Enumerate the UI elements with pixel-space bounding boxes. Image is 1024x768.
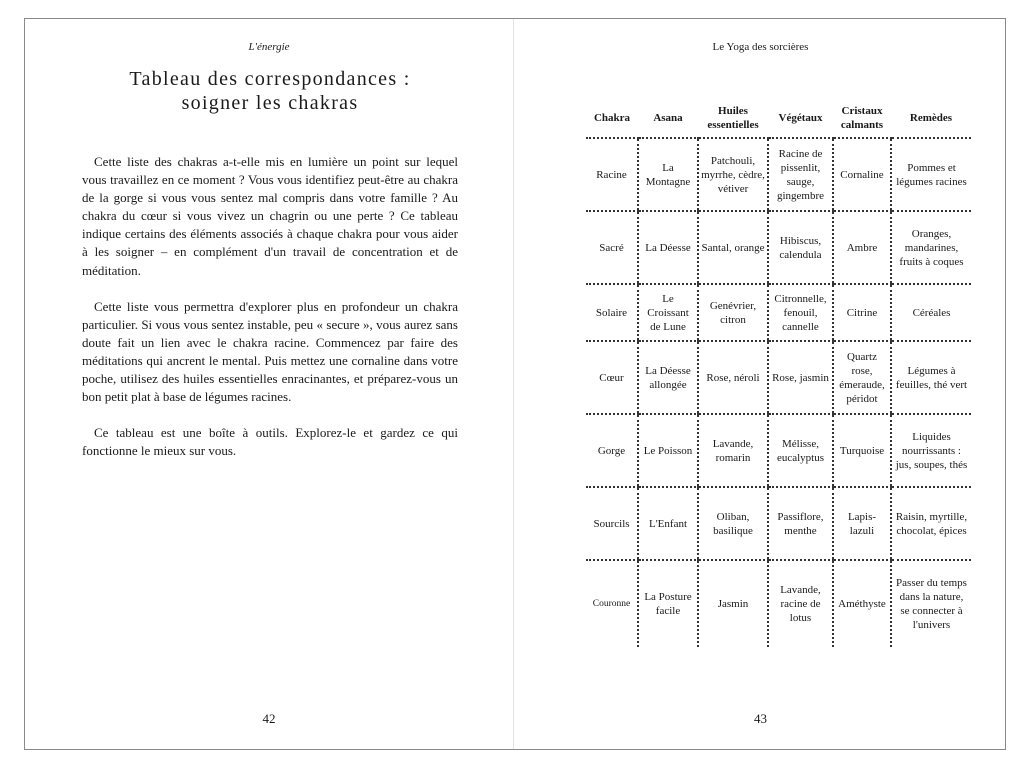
- table-cell: Oliban, basilique: [698, 487, 768, 560]
- table-cell: Céréales: [891, 284, 971, 341]
- table-cell: Mélisse, eucalyptus: [768, 414, 833, 487]
- running-head-right: Le Yoga des sorcières: [712, 41, 809, 53]
- header-remedes: Remèdes: [891, 99, 971, 138]
- table-cell: Raisin, myrtille, chocolat, épices: [891, 487, 971, 560]
- table-cell: Rose, jasmin: [768, 341, 833, 414]
- page-title-line-1: Tableau des correspondances :: [129, 68, 411, 90]
- table-cell: Racine de pissenlit, sauge, gingembre: [768, 138, 833, 211]
- table-cell: Le Poisson: [638, 414, 698, 487]
- header-huiles: Huiles essentielles: [698, 99, 768, 138]
- right-page: [514, 19, 1007, 749]
- table-row: [586, 284, 971, 341]
- running-head-left: L'énergie: [248, 41, 290, 53]
- table-cell: Améthyste: [833, 560, 891, 647]
- table-cell: Quartz rose, émeraude, péridot: [833, 341, 891, 414]
- table-cell: Sacré: [586, 211, 638, 284]
- table-cell: Le Croissant de Lune: [638, 284, 698, 341]
- header-chakra: Chakra: [586, 99, 638, 138]
- paragraph-2: Cette liste vous permettra d'explorer plus en profondeur un chakra particulier. Si vous vous sentez instable, peu « secure », vous aurez sans doute fait un lien avec le chakra racine. Commencez par faire des méditations qui ancrent le mental. Puis mettez une cornaline dans votre poche, utilisez des huiles essentielles enracinantes, et préparez-vous un bon petit plat à base de légumes racines.: [82, 298, 458, 405]
- header-asana: Asana: [638, 99, 698, 138]
- body-text: [82, 153, 458, 478]
- table-row: [586, 138, 971, 211]
- table-header-row: [586, 99, 971, 138]
- table-cell: Passer du temps dans la nature, se connecter à l'univers: [891, 560, 971, 647]
- table-cell: Liquides nourrissants : jus, soupes, thés: [891, 414, 971, 487]
- table-cell: Citrine: [833, 284, 891, 341]
- table-cell: Solaire: [586, 284, 638, 341]
- table-cell: Lavande, romarin: [698, 414, 768, 487]
- paragraph-3: Ce tableau est une boîte à outils. Explorez-le et gardez ce qui fonctionne le mieux sur vous.: [82, 425, 458, 459]
- page-title: [65, 67, 475, 115]
- table-cell: Genévrier, citron: [698, 284, 768, 341]
- table-cell: Hibiscus, calendula: [768, 211, 833, 284]
- table-cell: La Posture facile: [638, 560, 698, 647]
- table-cell: Passiflore, menthe: [768, 487, 833, 560]
- table-cell: Gorge: [586, 414, 638, 487]
- table-row: [586, 487, 971, 560]
- page-title-line-2: soigner les chakras: [181, 92, 359, 114]
- table-cell: Sourcils: [586, 487, 638, 560]
- page-number-right: 43: [754, 711, 767, 726]
- table-cell: Couronne: [592, 599, 631, 609]
- table-row: [586, 414, 971, 487]
- page-number-left: 42: [262, 711, 276, 726]
- paragraph-1: Cette liste des chakras a-t-elle mis en lumière un point sur lequel vous travaillez en ce moment ? Vous vous identifiez peut-être au chakra de la gorge si vous vous sentez mal compris dans votre famille ? Au chakra du cœur si vous vivez un chagrin ou une perte ? Ce tableau indique certains des éléments associés à chaque chakra pour vous aider à les soigner – en complément d'un travail de concentration et de méditation.: [82, 154, 458, 278]
- table-cell: Rose, néroli: [698, 341, 768, 414]
- table-cell: L'Enfant: [638, 487, 698, 560]
- table-cell: Ambre: [833, 211, 891, 284]
- table-cell: Jasmin: [698, 560, 768, 647]
- table-row: [586, 341, 971, 414]
- table-cell: Oranges, mandarines, fruits à coques: [891, 211, 971, 284]
- table-cell: La Déesse allongée: [638, 341, 698, 414]
- table-cell: Santal, orange: [698, 211, 768, 284]
- table-cell: Pommes et légumes racines: [891, 138, 971, 211]
- table-cell: Cornaline: [833, 138, 891, 211]
- table-row: [586, 560, 971, 647]
- table-cell: Turquoise: [833, 414, 891, 487]
- book-spread: [24, 18, 1006, 750]
- header-cristaux: Cristaux calmants: [833, 99, 891, 138]
- table-cell: La Déesse: [638, 211, 698, 284]
- table-cell: Légumes à feuilles, thé vert: [891, 341, 971, 414]
- table-cell: La Montagne: [638, 138, 698, 211]
- table-cell: Lapis-lazuli: [833, 487, 891, 560]
- table-cell: Citronnelle, fenouil, cannelle: [768, 284, 833, 341]
- table-cell: Lavande, racine de lotus: [768, 560, 833, 647]
- table-cell: Racine: [586, 138, 638, 211]
- table-row: [586, 211, 971, 284]
- chakra-correspondence-table: [586, 99, 971, 647]
- left-page: [25, 19, 513, 749]
- table-cell: Cœur: [586, 341, 638, 414]
- table-cell: Patchouli, myrrhe, cèdre, vétiver: [698, 138, 768, 211]
- header-vegetaux: Végétaux: [768, 99, 833, 138]
